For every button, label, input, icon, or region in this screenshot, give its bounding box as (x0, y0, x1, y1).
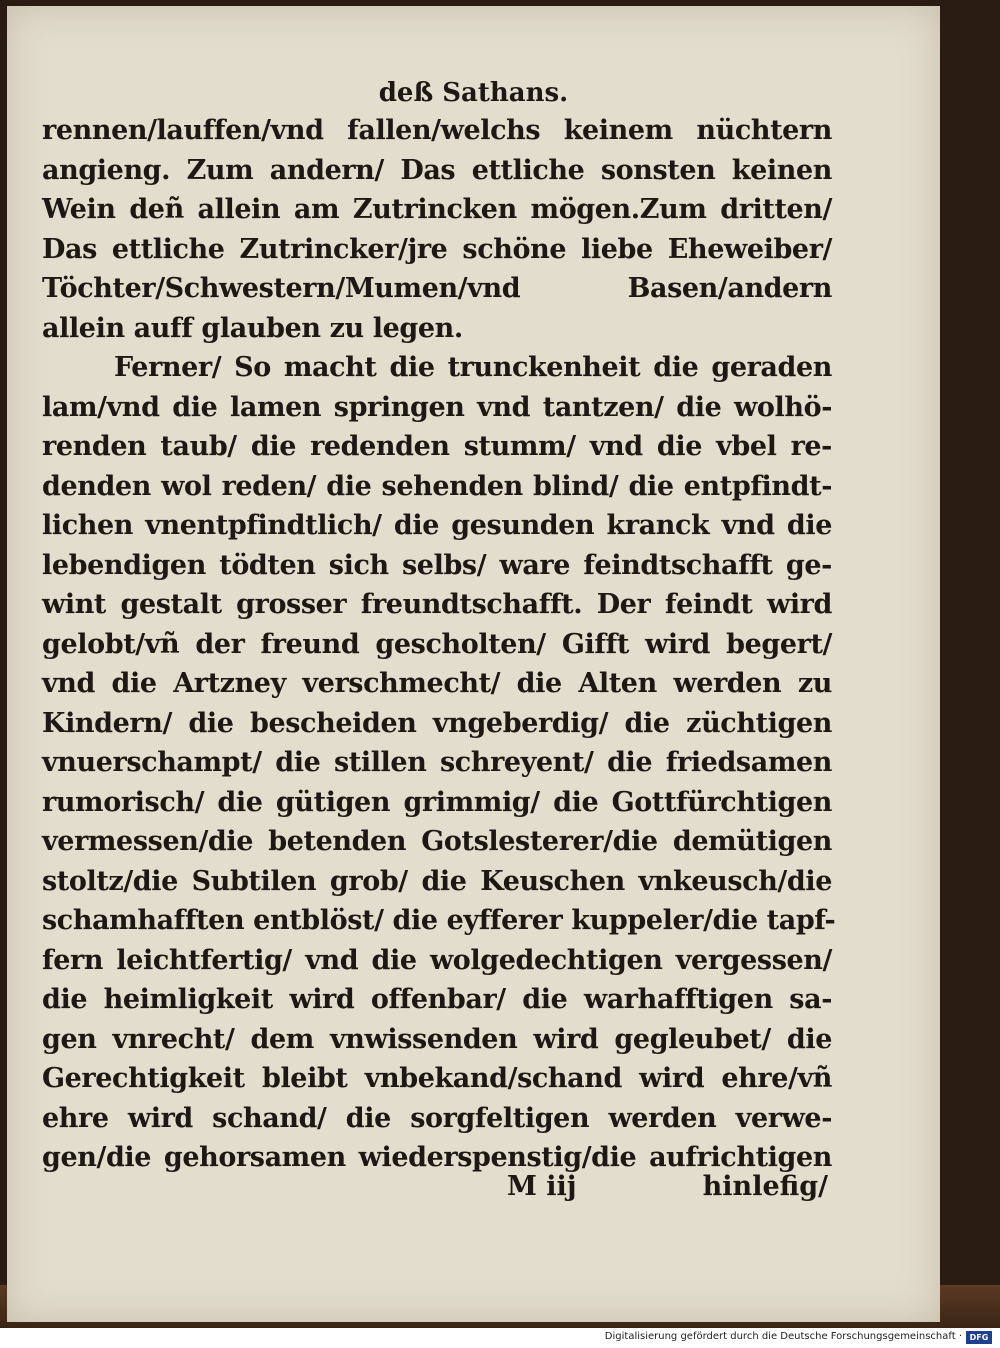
text-line: rennen/lauffen/vnd fallen/welchs keinem nüchtern (42, 115, 832, 146)
text-line: Ferner/ So macht die trunckenheit die geraden (114, 352, 832, 383)
text-line: Gerechtigkeit bleibt vnbekand/schand wird ehre/vñ (42, 1063, 832, 1094)
funding-credit: Digitalisierung gefördert durch die Deutsche Forschungsgemeinschaft · (604, 1331, 962, 1342)
book-page (7, 6, 940, 1322)
text-line: renden taub/ die redenden stumm/ vnd die vbel re- (42, 431, 832, 462)
text-line: Töchter/Schwestern/Mumen/vnd Basen/andern (42, 273, 832, 304)
text-line: Das ettliche Zutrincker/jre schöne liebe Eheweiber/ (42, 233, 832, 265)
catchword: hinlefig/ (702, 1171, 828, 1202)
text-line: fern leichtfertig/ vnd die wolgedechtigen vergessen/ (42, 944, 832, 976)
text-line: stoltz/die Subtilen grob/ die Keuschen vnkeusch/die (42, 865, 832, 897)
text-line: denden wol reden/ die sehenden blind/ die entpfindt- (42, 470, 832, 502)
text-line: ehre wird schand/ die sorgfeltigen werden verwe- (42, 1102, 832, 1134)
text-line: vnuerschampt/ die stillen schreyent/ die friedsamen (42, 747, 832, 778)
text-line: angieng. Zum andern/ Das ettliche sonsten keinen (42, 154, 832, 186)
digitization-footer (0, 1328, 1000, 1348)
text-line: lichen vnentpfindtlich/ die gesunden kranck vnd die (42, 510, 832, 541)
text-line: gen vnrecht/ dem vnwissenden wird gegleubet/ die (42, 1023, 832, 1055)
text-line: Wein deñ allein am Zutrincken mögen.Zum dritten/ (42, 194, 832, 225)
running-header: deß Sathans. (378, 78, 569, 108)
text-line: Kindern/ die bescheiden vngeberdig/ die züchtigen (42, 707, 832, 739)
text-line: vermessen/die betenden Gotslesterer/die demütigen (42, 826, 832, 857)
text-line: wint gestalt grosser freundtschafft. Der feindt wird (42, 589, 832, 620)
text-line: gelobt/vñ der freund gescholten/ Gifft wird begert/ (42, 628, 832, 660)
text-line: schamhafften entblöst/ die eyfferer kuppeler/die tapf- (42, 905, 836, 936)
text-line: rumorisch/ die gütigen grimmig/ die Gottfürchtigen (42, 786, 832, 818)
signature-mark: M iij (507, 1171, 577, 1202)
text-line: gen/die gehorsamen wiederspenstig/die aufrichtigen (42, 1142, 832, 1173)
catch-line (7, 1171, 940, 1211)
text-line: die heimligkeit wird offenbar/ die warhafftigen sa- (42, 984, 832, 1015)
text-line: allein auff glauben zu legen. (42, 312, 463, 344)
text-line: lebendigen tödten sich selbs/ ware feindtschafft ge- (42, 549, 832, 581)
text-line: vnd die Artzney verschmecht/ die Alten werden zu (42, 668, 832, 699)
page-text (42, 111, 836, 1178)
dfg-logo-icon: DFG (966, 1331, 992, 1344)
text-line: lam/vnd die lamen springen vnd tantzen/ die wolhö- (42, 391, 832, 423)
